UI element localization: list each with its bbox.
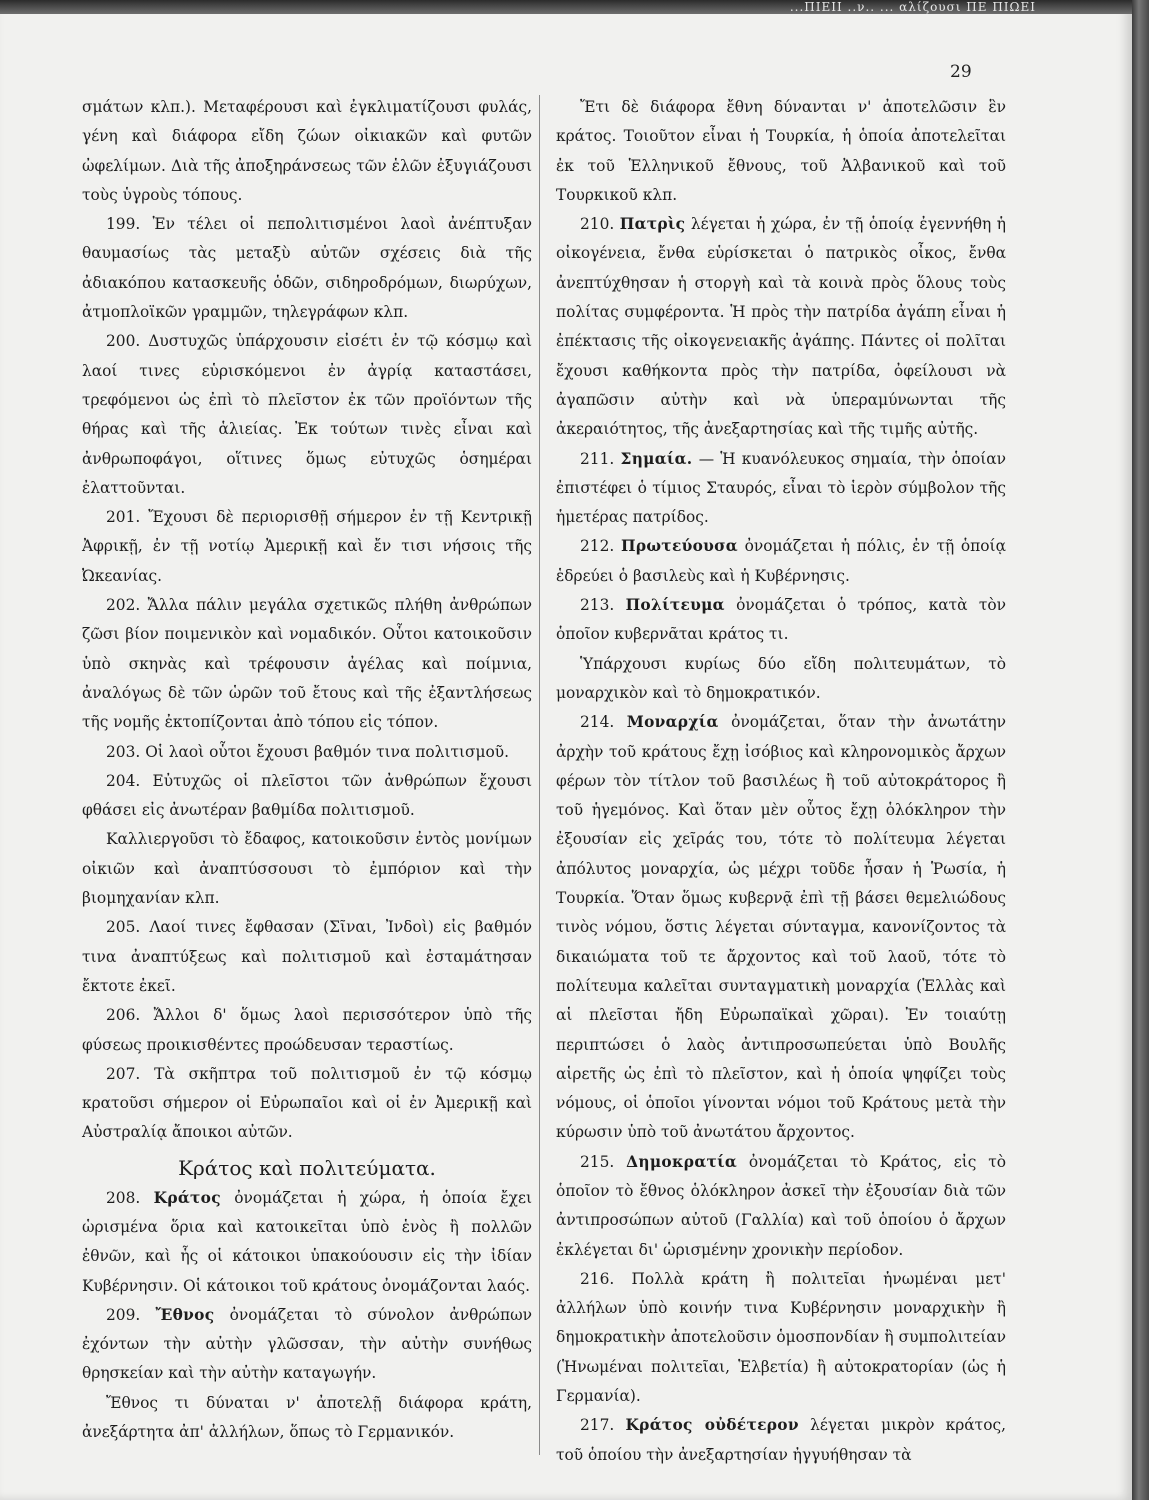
- scan-top-band: [0, 0, 1132, 14]
- paragraph-text: ὀνομάζεται, ὅταν τὴν ἀνωτάτην ἀρχὴν τοῦ κράτους ἔχῃ ἰσόβιος καὶ κληρονομικὸς ἄρχων φέρων τὸν τίτλον τοῦ βασιλέως ἢ τοῦ αὐτοκράτορος ἢ τοῦ ἡγεμόνος. Καὶ ὅταν μὲν οὗτος ἔχῃ ὁλόκληρον τὴν ἐξουσίαν εἰς χεῖράς του, τότε τὸ πολίτευμα λέγεται ἀπόλυτος μοναρχία, ὡς μέχρι τοῦδε ἦσαν ἡ Ῥωσία, ἡ Τουρκία. Ὅταν ὅμως κυβερνᾷ ἐπὶ τῇ βάσει θεμελιώδους τινὸς νόμου, ὅστις λέγεται σύνταγμα, κανονίζοντος τὰ δικαιώματα τοῦ τε ἄρχοντος καὶ τοῦ λαοῦ, τότε τὸ πολίτευμα καλεῖται συνταγματικὴ μοναρχία (Ἑλλὰς καὶ αἱ πλεῖσται ἤδη Εὐρωπαϊκαὶ χῶραι). Ἐν τοιαύτῃ περιπτώσει ὁ λαὸς ἀντιπροσωπεύεται ὑπὸ Βουλῆς αἱρετῆς ὡς ἐπὶ τὸ πλεῖστον, καὶ ἡ ὁποία ψηφίζει τοὺς νόμους, οἱ ὁποῖοι γίνονται νόμοι τοῦ Κράτους μετὰ τὴν κύρωσιν ὑπὸ τοῦ ἀνωτάτου ἄρχοντος.: [556, 713, 1006, 1142]
- defined-term: Πατρὶς: [619, 215, 686, 234]
- defined-term: Ἔθνος: [155, 1305, 215, 1324]
- paragraph-number: 202.: [106, 596, 141, 615]
- paragraph: [556, 1148, 1006, 1265]
- paragraph: [82, 210, 532, 327]
- defined-term: Σημαία.: [620, 449, 693, 468]
- paragraph-number: 214.: [580, 713, 615, 732]
- paragraph-text: Ἐν τέλει οἱ πεπολιτισμένοι λαοὶ ἀνέπτυξαν θαυμασίως τὰς μεταξὺ αὐτῶν σχέσεις διὰ τῆς ἀδιακόπου κατασκευῆς ὁδῶν, σιδηροδρόμων, διωρύχων, ἀτμοπλοϊκῶν γραμμῶν, τηλεγράφων κλπ.: [82, 215, 532, 322]
- paragraph-number: 208.: [106, 1188, 141, 1207]
- paragraph: [82, 503, 532, 591]
- paragraph-number: 217.: [580, 1416, 615, 1435]
- defined-term: Δημοκρατία: [626, 1152, 738, 1171]
- paragraph-number: 199.: [106, 215, 141, 234]
- paragraph-text: Ὑπάρχουσι κυρίως δύο εἴδη πολιτευμάτων, τὸ μοναρχικὸν καὶ τὸ δημοκρατικόν.: [556, 654, 1006, 702]
- section-heading: Κράτος καὶ πολιτεύματα.: [178, 1155, 436, 1180]
- column-divider: [539, 95, 540, 1455]
- paragraph: [556, 591, 1006, 650]
- paragraph: [82, 767, 532, 826]
- paragraph-number: 215.: [580, 1152, 615, 1171]
- paragraph: [82, 327, 532, 503]
- paragraph-text: σμάτων κλπ.). Μεταφέρουσι καὶ ἐγκλιματίζουσι φυλάς, γένη καὶ διάφορα εἴδη ζώων οἰκιακῶν καὶ φυτῶν ὠφελίμων. Διὰ τῆς ἀποξηράνσεως τῶν ἑλῶν ἐξυγιάζουσι τοὺς ὑγροὺς τόπους.: [82, 98, 532, 204]
- paragraph-number: 212.: [580, 537, 615, 556]
- paragraph-text: ὀνομάζεται τὸ σύνολον ἀνθρώπων ἐχόντων τὴν αὐτὴν γλῶσσαν, τὴν αὐτὴν συνήθως θρησκείαν καὶ τὴν αὐτὴν καταγωγήν.: [82, 1305, 532, 1383]
- paragraph: [556, 1411, 1006, 1470]
- paragraph: [556, 445, 1006, 533]
- paragraph-text: Εὐτυχῶς οἱ πλεῖστοι τῶν ἀνθρώπων ἔχουσι φθάσει εἰς ἀνωτέραν βαθμίδα πολιτισμοῦ.: [82, 771, 532, 820]
- defined-term: Μοναρχία: [626, 713, 719, 732]
- paragraph-text: Ἔθνος τι δύναται ν' ἀποτελῇ διάφορα κράτη, ἀνεξάρτητα ἀπ' ἀλλήλων, ὅπως τὸ Γερμανικόν.: [82, 1393, 532, 1442]
- paragraph-number: 203.: [106, 742, 141, 761]
- paragraph-text: λέγεται μικρὸν κράτος, τοῦ ὁποίου τὴν ἀνεξαρτησίαν ἠγγυήθησαν τὰ: [556, 1416, 1006, 1464]
- defined-term: Πρωτεύουσα: [620, 537, 738, 556]
- right-column: [556, 93, 1006, 1470]
- paragraph-text: Ἔχουσι δὲ περιορισθῇ σήμερον ἐν τῇ Κεντρικῇ Ἀφρικῇ, ἐν τῇ νοτίῳ Ἀμερικῇ καὶ ἔν τισι νήσοις τῆς Ὠκεανίας.: [82, 508, 532, 585]
- paragraph-number: 204.: [106, 771, 141, 790]
- paragraph: [82, 1184, 532, 1301]
- paragraph: [82, 591, 532, 737]
- paragraph-text: Ἄλλα πάλιν μεγάλα σχετικῶς πλήθη ἀνθρώπων ζῶσι βίον ποιμενικὸν καὶ νομαδικόν. Οὗτοι κατοικοῦσιν ὑπὸ σκηνὰς καὶ τρέφουσιν ἀγέλας καὶ ποίμνια, ἀναλόγως δὲ τῶν ὡρῶν τοῦ ἔτους καὶ τῆς ἐξαντλήσεως τῆς νομῆς ἐκτοπίζονται ἀπὸ τόπου εἰς τόπον.: [82, 596, 532, 732]
- book-edge: [1132, 0, 1149, 1500]
- paragraph-text: Οἱ λαοὶ οὗτοι ἔχουσι βαθμόν τινα πολιτισμοῦ.: [145, 742, 510, 761]
- paragraph-number: 206.: [106, 1006, 141, 1025]
- paragraph-text: Λαοί τινες ἔφθασαν (Σῖναι, Ἰνδοὶ) εἰς βαθμόν τινα ἀναπτύξεως καὶ πολιτισμοῦ καὶ ἐσταμάτησαν ἔκτοτε ἐκεῖ.: [82, 918, 532, 995]
- paragraph: [556, 1265, 1006, 1411]
- page-number: 29: [950, 62, 972, 82]
- paragraph-text: Πολλὰ κράτη ἢ πολιτεῖαι ἡνωμέναι μετ' ἀλλήλων ὑπὸ κοινήν τινα Κυβέρνησιν μοναρχικὴν ἢ δημοκρατικὴν ἀποτελοῦσιν ὁμοσπονδίαν ἢ συμπολιτείαν (Ἡνωμέναι πολιτεῖαι, Ἑλβετία) ἢ αὐτοκρατορίαν (ὡς ἡ Γερμανία).: [556, 1269, 1006, 1406]
- paragraph-number: 210.: [580, 215, 615, 234]
- paragraph-text: Ἔτι δὲ διάφορα ἔθνη δύνανται ν' ἀποτελῶσιν ἓν κράτος. Τοιοῦτον εἶναι ἡ Τουρκία, ἡ ὁποία ἀποτελεῖται ἐκ τοῦ Ἑλληνικοῦ ἔθνους, τοῦ Ἀλβανικοῦ καὶ τοῦ Τουρκικοῦ κλπ.: [556, 98, 1006, 204]
- paragraph-number: 213.: [580, 596, 615, 615]
- paragraph: [82, 825, 532, 913]
- paragraph: [556, 210, 1006, 444]
- top-cropped-text: ...ΠΙΕΙΙ ..ν.. ... αλίζουσι ΠΕ ΠΙΩΕΙ: [789, 0, 1036, 14]
- paragraph: [82, 1389, 532, 1448]
- paragraph: [82, 1001, 532, 1060]
- defined-term: Κράτος οὐδέτερον: [625, 1416, 799, 1435]
- paragraph-text: — Ἡ κυανόλευκος σημαία, τὴν ὁποίαν ἐπιστέφει ὁ τίμιος Σταυρός, εἶναι τὸ ἱερὸν σύμβολον τῆς ἡμετέρας πατρίδος.: [556, 449, 1006, 527]
- paragraph-number: 209.: [106, 1305, 141, 1324]
- paragraph: [556, 532, 1006, 591]
- paragraph-number: 200.: [106, 332, 141, 351]
- paragraph: [82, 1060, 532, 1148]
- paragraph-text: ὀνομάζεται ἡ πόλις, ἐν τῇ ὁποίᾳ ἑδρεύει ὁ βασιλεὺς καὶ ἡ Κυβέρνησις.: [556, 537, 1006, 585]
- paragraph-number: 207.: [106, 1064, 141, 1083]
- paragraph-number: 205.: [106, 918, 141, 937]
- paragraph-text: Δυστυχῶς ὑπάρχουσιν εἰσέτι ἐν τῷ κόσμῳ καὶ λαοί τινες εὑρισκόμενοι ἐν ἀγρίᾳ καταστάσει, τρεφόμενοι ὡς ἐπὶ τὸ πλεῖστον ἐκ τῶν προϊόντων τῆς θήρας καὶ τῆς ἁλιείας. Ἐκ τούτων τινὲς εἶναι καὶ ἀνθρωποφάγοι, οἵτινες ὅμως εὐτυχῶς ὁσημέραι ἐλαττοῦνται.: [82, 332, 532, 497]
- paragraph: [556, 93, 1006, 210]
- paragraph-number: 211.: [580, 449, 615, 468]
- paragraph-text: Τὰ σκῆπτρα τοῦ πολιτισμοῦ ἐν τῷ κόσμῳ κρατοῦσι σήμερον οἱ Εὐρωπαῖοι καὶ οἱ ἐν Ἀμερικῇ καὶ Αὐστραλίᾳ ἄποικοι αὐτῶν.: [82, 1064, 532, 1142]
- paragraph-text: ὀνομάζεται τὸ Κράτος, εἰς τὸ ὁποῖον τὸ ἔθνος ὁλόκληρον ἀσκεῖ τὴν ἐξουσίαν διὰ τῶν ἀντιπροσώπων αὐτοῦ (Γαλλία) καὶ τοῦ ὁποίου ὁ ἄρχων ἐκλέγεται δι' ὡρισμένην χρονικὴν περίοδον.: [556, 1152, 1006, 1259]
- paragraph: [556, 650, 1006, 709]
- paragraph-number: 216.: [580, 1269, 615, 1288]
- paragraph: [82, 93, 532, 210]
- paragraph: [556, 708, 1006, 1147]
- paragraph-text: Καλλιεργοῦσι τὸ ἔδαφος, κατοικοῦσιν ἐντὸς μονίμων οἰκιῶν καὶ ἀναπτύσσουσι τὸ ἐμπόριον καὶ τὴν βιομηχανίαν κλπ.: [82, 830, 532, 908]
- paragraph-text: Ἄλλοι δ' ὅμως λαοὶ περισσότερον ὑπὸ τῆς φύσεως προικισθέντες προώδευσαν τεραστίως.: [82, 1006, 532, 1054]
- paragraph-text: ὀνομάζεται ἡ χώρα, ἡ ὁποία ἔχει ὡρισμένα ὅρια καὶ κατοικεῖται ὑπὸ ἑνὸς ἢ πολλῶν ἐθνῶν, καὶ ἧς οἱ κάτοικοι ὑπακούουσιν εἰς τὴν ἰδίαν Κυβέρνησιν. Οἱ κάτοικοι τοῦ κράτους ὀνομάζονται λαός.: [82, 1188, 532, 1295]
- paragraph-text: λέγεται ἡ χώρα, ἐν τῇ ὁποίᾳ ἐγεννήθη ἡ οἰκογένεια, ἔνθα εὑρίσκεται ὁ πατρικὸς οἶκος, ἔνθα ἀνεπτύχθησαν ἡ στοργὴ καὶ τὰ κοινὰ πρὸς ὅλους τοὺς πολίτας συμφέροντα. Ἡ πρὸς τὴν πατρίδα ἀγάπη εἶναι ἡ ἐπέκτασις τῆς οἰκογενειακῆς ἀγάπης. Πάντες οἱ πολῖται ἔχουσι καθήκοντα πρὸς τὴν πατρίδα, ὀφείλουσι νὰ ἀγαπῶσιν αὐτὴν καὶ νὰ ὑπεραμύνωνται τῆς ἀκεραιότητος, τῆς ἀνεξαρτησίας καὶ τῆς τιμῆς αὐτῆς.: [556, 215, 1006, 439]
- defined-term: Πολίτευμα: [625, 596, 725, 615]
- paragraph-number: 201.: [106, 508, 141, 527]
- left-column: [82, 93, 532, 1447]
- defined-term: Κράτος: [153, 1188, 221, 1207]
- paragraph: [82, 913, 532, 1001]
- paragraph: [82, 1301, 532, 1389]
- paragraph: [82, 738, 532, 767]
- paragraph-text: ὀνομάζεται ὁ τρόπος, κατὰ τὸν ὁποῖον κυβερνᾶται κράτος τι.: [556, 596, 1006, 644]
